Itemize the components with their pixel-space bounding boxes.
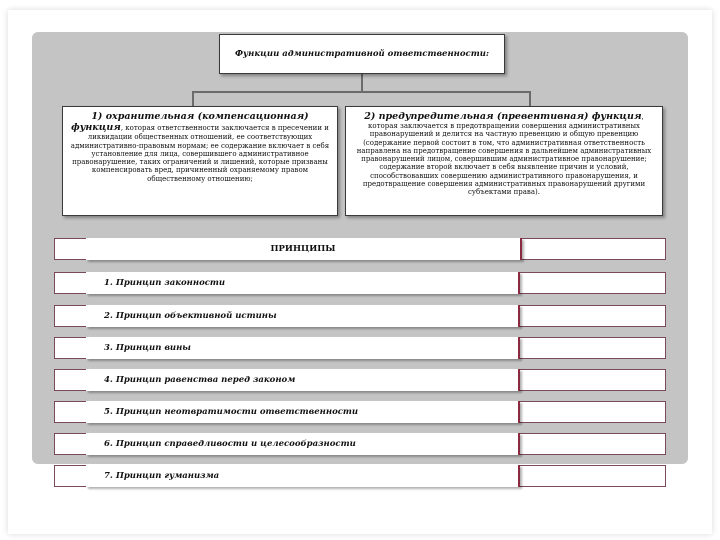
function-protective-heading: 1) охранительная (компенсационная) функция [71,111,309,134]
function-preventive-heading: 2) предупредительная (превентивная) функция [364,111,642,122]
function-preventive [345,106,663,216]
principle-item: 1. Принцип законности [86,272,520,294]
diagram-title: Функции административной ответственности: [219,34,505,74]
principle-item: 2. Принцип объективной истины [86,305,520,327]
principles-heading: ПРИНЦИПЫ [86,238,522,260]
principle-item: 5. Принцип неотвратимости ответственности [86,401,520,423]
principle-item: 7. Принцип гуманизма [86,465,520,487]
connector-vertical-top [361,74,363,92]
principle-item: 4. Принцип равенства перед законом [86,369,520,391]
function-protective [62,106,338,216]
connector-horizontal [192,91,531,93]
principle-item: 3. Принцип вины [86,337,520,359]
function-preventive-text: , которая заключается в предотвращении совершения административных правонарушений и делится на частную превенцию и общую превенцию (содержание первой состоит в том, что административная ответственность направлена на предотвращение совершения в дальнейшем административных правонарушений лицом, совершившим административное правонарушение; содержание второй включает в себя выявление причин и условий, способствовавших совершению административного правонарушения, и предотвращение совершения административных правонарушений другими субъектами права). [356,113,652,197]
connector-left-drop [192,91,194,107]
function-protective-text: , которая ответственности заключается в пресечении и ликвидации общественных отношений, ее соответствующих административно-правовым нормам; ее содержание включает в себя установление для лица, совершившего административное правонарушение, таких ограничений и лишений, которые призваны компенсировать вред, причиненный охраняемому правом общественному отношению; [70,124,330,183]
principle-item: 6. Принцип справедливости и целесообразности [86,433,520,455]
connector-right-drop [529,91,531,107]
